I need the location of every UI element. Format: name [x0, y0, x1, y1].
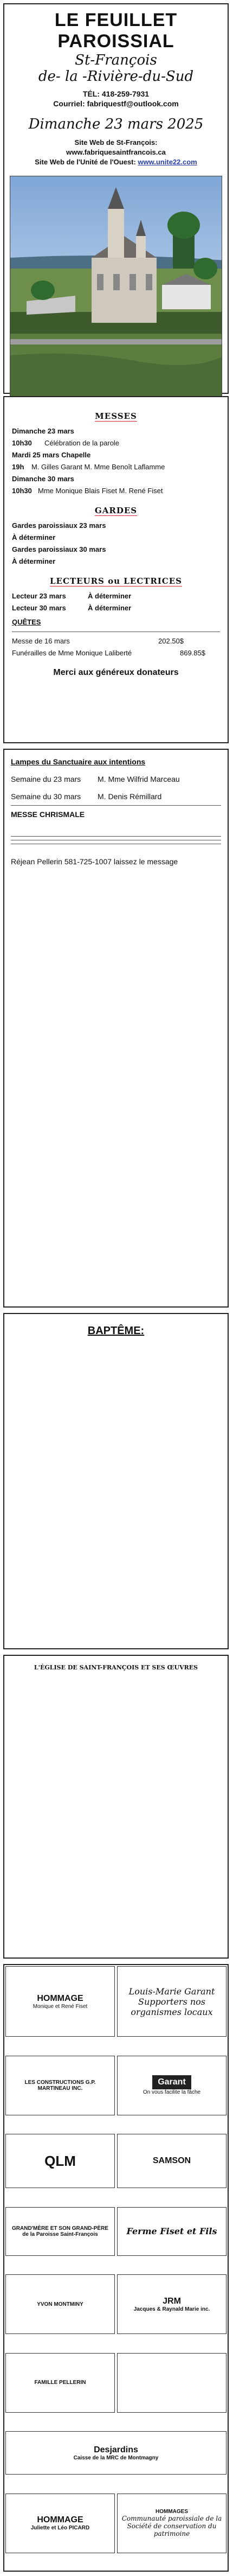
quete-label: Funérailles de Mme Monique Laliberté [12, 649, 132, 657]
church-illustration [10, 176, 222, 404]
mass-what: Chapelle [61, 451, 91, 459]
sponsor-ad [5, 2056, 115, 2115]
leave-message [4, 1478, 228, 1489]
lecteur-when: Lecteur 23 mars [12, 592, 66, 600]
ad-title: Louis-Marie Garant [128, 1986, 215, 1997]
phone: TÉL: 418-259-7931 [82, 90, 150, 98]
quete-amount: 869.85$ [180, 649, 205, 657]
sanctuary-panel [3, 749, 229, 1308]
fabrique-title: L'ÉGLISE DE SAINT-FRANÇOIS ET SES ŒUVRES [34, 1664, 198, 1671]
bapteme-title: BAPTÊME: [87, 1325, 145, 1337]
contact-line: Réjean Pellerin 581-725-1007 laissez le message [11, 857, 178, 866]
email: Courriel: fabriquestf@outlook.com [53, 99, 179, 108]
gardes-line: Gardes paroissiaux 30 mars [12, 545, 106, 553]
ad-title: Garant [152, 2075, 191, 2089]
ad-subtitle: Communauté paroissiale de la Société de conservation du patrimoine [121, 2515, 222, 2537]
website-label-parish: Site Web de St-François: [74, 138, 158, 146]
divider [11, 836, 221, 837]
quete-amount: 202.50$ [158, 637, 184, 645]
sponsor-ad [117, 1966, 226, 2037]
bulletin-title: LE FEUILLET PAROISSIAL [54, 10, 178, 52]
website-link-unit[interactable]: www.unite22.com [138, 158, 197, 166]
masses-list [12, 425, 220, 497]
lamp-what: M. Denis Rémillard [98, 792, 162, 801]
ad-title: SAMSON [152, 2156, 191, 2165]
masthead [3, 3, 229, 394]
masses-header: MESSES [95, 411, 137, 421]
ad-title: Desjardins [94, 2445, 138, 2454]
sponsor-ad [117, 2274, 226, 2334]
ad-subtitle: Caisse de la MRC de Montmagny [73, 2454, 159, 2461]
ad-title: FAMILLE PELLERIN [34, 2380, 86, 2386]
gardes-line: Gardes paroissiaux 23 mars [12, 521, 106, 530]
mass-when: Mardi 25 mars [12, 451, 60, 459]
divider [11, 805, 221, 806]
issue-date: Dimanche 23 mars 2025 [28, 116, 204, 132]
church-photo [10, 176, 222, 405]
ad-title: JRM [163, 2296, 181, 2306]
fabrique-panel [3, 1655, 229, 1959]
ad-subtitle: On vous facilite la fâche [143, 2089, 201, 2095]
ad-title: HOMMAGE [37, 1993, 83, 2003]
bapteme-body [4, 1337, 228, 1348]
mass-when: Dimanche 30 mars [12, 475, 74, 483]
sanctuary-header: Lampes du Sanctuaire aux intentions [11, 757, 146, 766]
mass-what: Célébration de la parole [44, 439, 120, 447]
ad-subtitle: Supporters nos organismes locaux [131, 1996, 213, 2017]
ad-subtitle: Jacques & Raynald Marie inc. [133, 2306, 210, 2312]
mass-when: 19h [12, 463, 24, 471]
ad-subtitle: Juliette et Léo PICARD [30, 2525, 90, 2531]
sponsor-ad [5, 2274, 115, 2334]
lamp-when: Semaine du 30 mars [11, 792, 81, 801]
lecteurs-header: LECTEURS ou LECTRICES [49, 576, 182, 586]
sponsor-ad [5, 1966, 115, 2037]
sponsor-ad [5, 2134, 115, 2188]
ad-title: Ferme Fiset et Fils [126, 2226, 217, 2236]
ad-title: HOMMAGE [37, 2515, 83, 2524]
sponsor-ad [117, 2353, 226, 2413]
gardes-line: À déterminer [12, 557, 56, 565]
quetes-label: QUÊTES [12, 618, 41, 626]
ad-title: GRAND'MÈRE ET SON GRAND-PÈRE [12, 2225, 108, 2231]
ad-subtitle: de la Paroisse Saint-François [22, 2231, 98, 2237]
sponsor-ad [5, 2494, 115, 2553]
sponsor-ad [117, 2134, 226, 2188]
website-label-unit: Site Web de l'Unité de l'Ouest: [35, 158, 136, 166]
lecteur-when: Lecteur 30 mars [12, 604, 66, 612]
sponsor-ad [117, 2494, 226, 2553]
ad-title: HOMMAGES [156, 2509, 188, 2515]
sponsor-ad [5, 2207, 115, 2256]
ad-title: QLM [44, 2152, 76, 2169]
thanks-line: Merci aux généreux donateurs [53, 668, 179, 677]
lecteur-what: À déterminer [88, 604, 132, 612]
lecteur-what: À déterminer [88, 592, 132, 600]
mass-when: 10h30 [12, 487, 32, 495]
mass-when: Dimanche 23 mars [12, 427, 74, 435]
mass-what: Mme Monique Blais Fiset M. René Fiset [38, 487, 163, 495]
gardes-header: GARDES [94, 506, 138, 515]
lamp-when: Semaine du 23 mars [11, 775, 81, 783]
mass-when: 10h30 [12, 439, 32, 447]
sponsor-ad [5, 2353, 115, 2413]
lamp-what: M. Mme Wilfrid Marceau [98, 775, 180, 783]
website-link-parish[interactable]: www.fabriquesaintfrancois.ca [66, 148, 166, 156]
sponsor-ads [3, 1964, 229, 2572]
ad-title: YVON MONTMINY [37, 2301, 83, 2307]
chrism-title: MESSE CHRISMALE [11, 810, 85, 819]
sponsor-ad [117, 2056, 226, 2115]
parish-name-line1: St-François [75, 52, 157, 68]
mass-what: M. Gilles Garant M. Mme Benoît Laflamme [31, 463, 165, 471]
parish-name-line2: de- la -Rivière-du-Sud [38, 68, 194, 85]
bapteme-panel [3, 1313, 229, 1649]
schedule-panel [3, 396, 229, 743]
quete-label: Messe de 16 mars [12, 637, 70, 645]
gardes-line: À déterminer [12, 533, 56, 541]
sponsor-ad [117, 2207, 226, 2256]
ad-subtitle: Monique et René Fiset [33, 2003, 88, 2010]
office-hours [4, 1468, 228, 1478]
ad-title: LES CONSTRUCTIONS G.P. MARTINEAU INC. [24, 2079, 96, 2092]
sponsor-ad [5, 2431, 226, 2475]
